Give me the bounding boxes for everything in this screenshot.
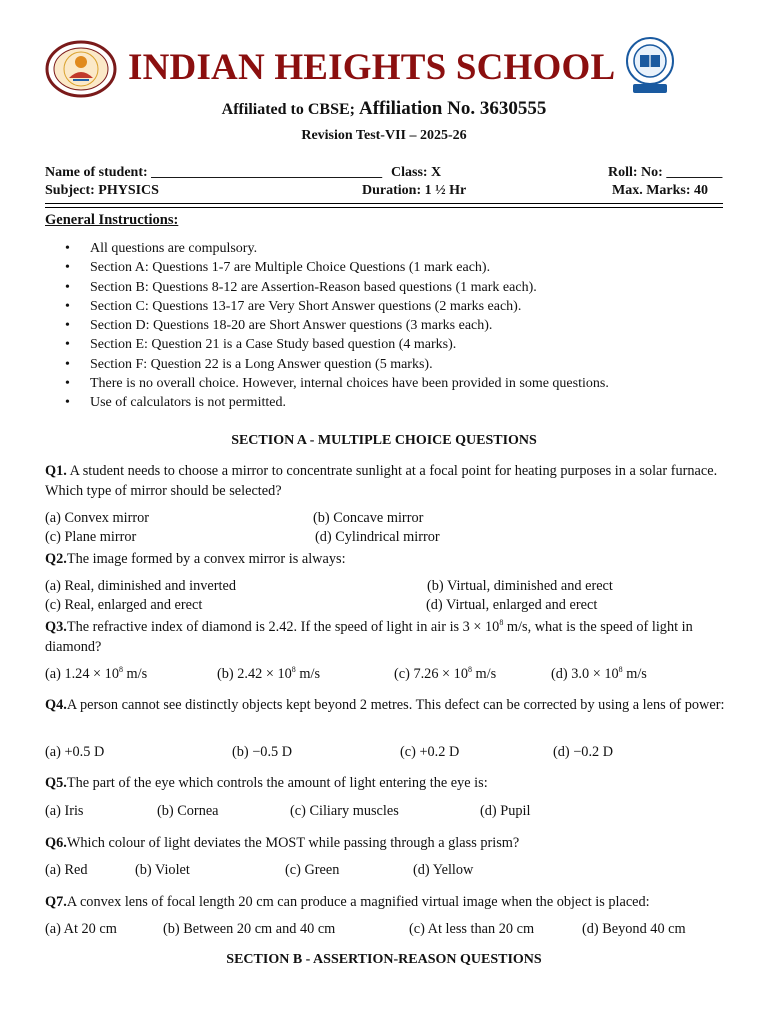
instruction-item: • Section D: Questions 18-20 are Short Answer questions (3 marks each). — [45, 316, 725, 335]
instructions-heading: General Instructions: — [45, 212, 179, 228]
option: (a) +0.5 D — [45, 744, 105, 760]
question-text: The part of the eye which controls the amount of light entering the eye is: — [66, 775, 488, 791]
instruction-item: • All questions are compulsory. — [45, 239, 725, 258]
cbse-logo — [625, 35, 675, 97]
instruction-item: • Section B: Questions 8-12 are Assertion-Reason based questions (1 mark each). — [45, 278, 725, 297]
divider-line — [45, 207, 723, 208]
school-logo — [45, 40, 117, 98]
option: (b) Cornea — [157, 803, 219, 819]
question-number: Q7. — [45, 894, 67, 910]
option: (c) Plane mirror — [45, 529, 137, 545]
affiliation-prefix: Affiliated to CBSE; — [221, 101, 355, 118]
section-b-heading: SECTION B - ASSERTION-REASON QUESTIONS — [226, 952, 542, 967]
option: (b) Violet — [135, 862, 190, 878]
instruction-item: • Use of calculators is not permitted. — [45, 393, 725, 412]
option: (a) Real, diminished and inverted — [45, 578, 236, 594]
option: (d) Pupil — [480, 803, 531, 819]
option: (c) Ciliary muscles — [290, 803, 399, 819]
option: (d) $3.0 \times 10^8$ m/s — [551, 665, 647, 682]
duration-label: Duration: 1 ½ Hr — [362, 183, 467, 198]
student-name-field: Name of student: _________________________________ — [45, 165, 383, 180]
option: (c) At less than 20 cm — [409, 921, 535, 937]
question-7 — [45, 892, 725, 912]
test-title: Revision Test-VII – 2025-26 — [301, 128, 467, 143]
section-a-heading: SECTION A - MULTIPLE CHOICE QUESTIONS — [231, 433, 537, 448]
option: (b) $2.42 \times 10^8$ m/s — [217, 665, 321, 682]
option: (b) −0.5 D — [232, 744, 293, 760]
question-text: A convex lens of focal length 20 cm can produce a magnified virtual image when the object is placed: — [66, 894, 650, 910]
option: (b) Between 20 cm and 40 cm — [163, 921, 336, 937]
affiliation-number: Affiliation No. 3630555 — [358, 98, 547, 119]
option: (d) Virtual, enlarged and erect — [426, 597, 598, 613]
class-label: Class: X — [391, 165, 442, 180]
question-text: A person cannot see distinctly objects kept beyond 2 metres. This defect can be corrected by using a lens of power: — [66, 697, 725, 713]
instructions-list — [45, 239, 725, 413]
instruction-item: • Section A: Questions 1-7 are Multiple Choice Questions (1 mark each). — [45, 258, 725, 277]
exponent: 8 — [499, 618, 504, 628]
question-text: m/s, what is the speed of light in diamond? — [45, 619, 693, 655]
question-number: Q3. — [45, 619, 67, 635]
option: (d) Cylindrical mirror — [315, 529, 440, 545]
max-marks-label: Max. Marks: 40 — [612, 183, 709, 198]
question-text: The image formed by a convex mirror is always: — [66, 551, 346, 567]
question-text: A student needs to choose a mirror to concentrate sunlight at a focal point for heating purposes in a solar furnace. Which type of mirror should be selected? — [45, 463, 718, 499]
question-number: Q6. — [45, 835, 67, 851]
question-number: Q1. — [45, 463, 67, 479]
question-number: Q5. — [45, 775, 67, 791]
instruction-item: • Section C: Questions 13-17 are Very Short Answer questions (2 marks each). — [45, 297, 725, 316]
instruction-item: • There is no overall choice. However, internal choices have been provided in some questions. — [45, 374, 725, 393]
option: (c) Real, enlarged and erect — [45, 597, 203, 613]
option: (b) Concave mirror — [313, 510, 424, 526]
option: (c) Green — [285, 862, 340, 878]
instruction-item: • Section E: Question 21 is a Case Study based question (4 marks). — [45, 335, 725, 354]
question-number: Q2. — [45, 551, 67, 567]
question-number: Q4. — [45, 697, 67, 713]
question-4 — [45, 695, 725, 715]
question-text: Which colour of light deviates the MOST while passing through a glass prism? — [66, 835, 520, 851]
option: (b) Virtual, diminished and erect — [427, 578, 613, 594]
option: (d) −0.2 D — [553, 744, 614, 760]
option: (d) Yellow — [413, 862, 474, 878]
option: (a) Convex mirror — [45, 510, 150, 526]
affiliation — [0, 98, 768, 120]
question-2 — [45, 549, 725, 569]
question-5 — [45, 773, 725, 793]
option: (c) $7.26 \times 10^8$ m/s — [394, 665, 497, 682]
question-1 — [45, 461, 725, 501]
option: (a) $1.24 \times 10^8$ m/s — [45, 665, 148, 682]
roll-number-field: Roll: No: ________ — [608, 165, 723, 180]
option: (d) Beyond 40 cm — [582, 921, 686, 937]
option: (c) +0.2 D — [400, 744, 460, 760]
option: (a) At 20 cm — [45, 921, 117, 937]
instruction-item: • Section F: Question 22 is a Long Answer question (5 marks). — [45, 355, 725, 374]
question-6 — [45, 833, 725, 853]
subject-label: Subject: PHYSICS — [45, 183, 159, 198]
question-text: The refractive index of diamond is 2.42. If the speed of light in air is 3 × 10 — [66, 619, 500, 635]
question-3 — [45, 617, 725, 657]
divider-line — [45, 203, 723, 204]
option: (a) Iris — [45, 803, 84, 819]
option: (a) Red — [45, 862, 88, 878]
school-name: INDIAN HEIGHTS SCHOOL — [128, 47, 616, 88]
